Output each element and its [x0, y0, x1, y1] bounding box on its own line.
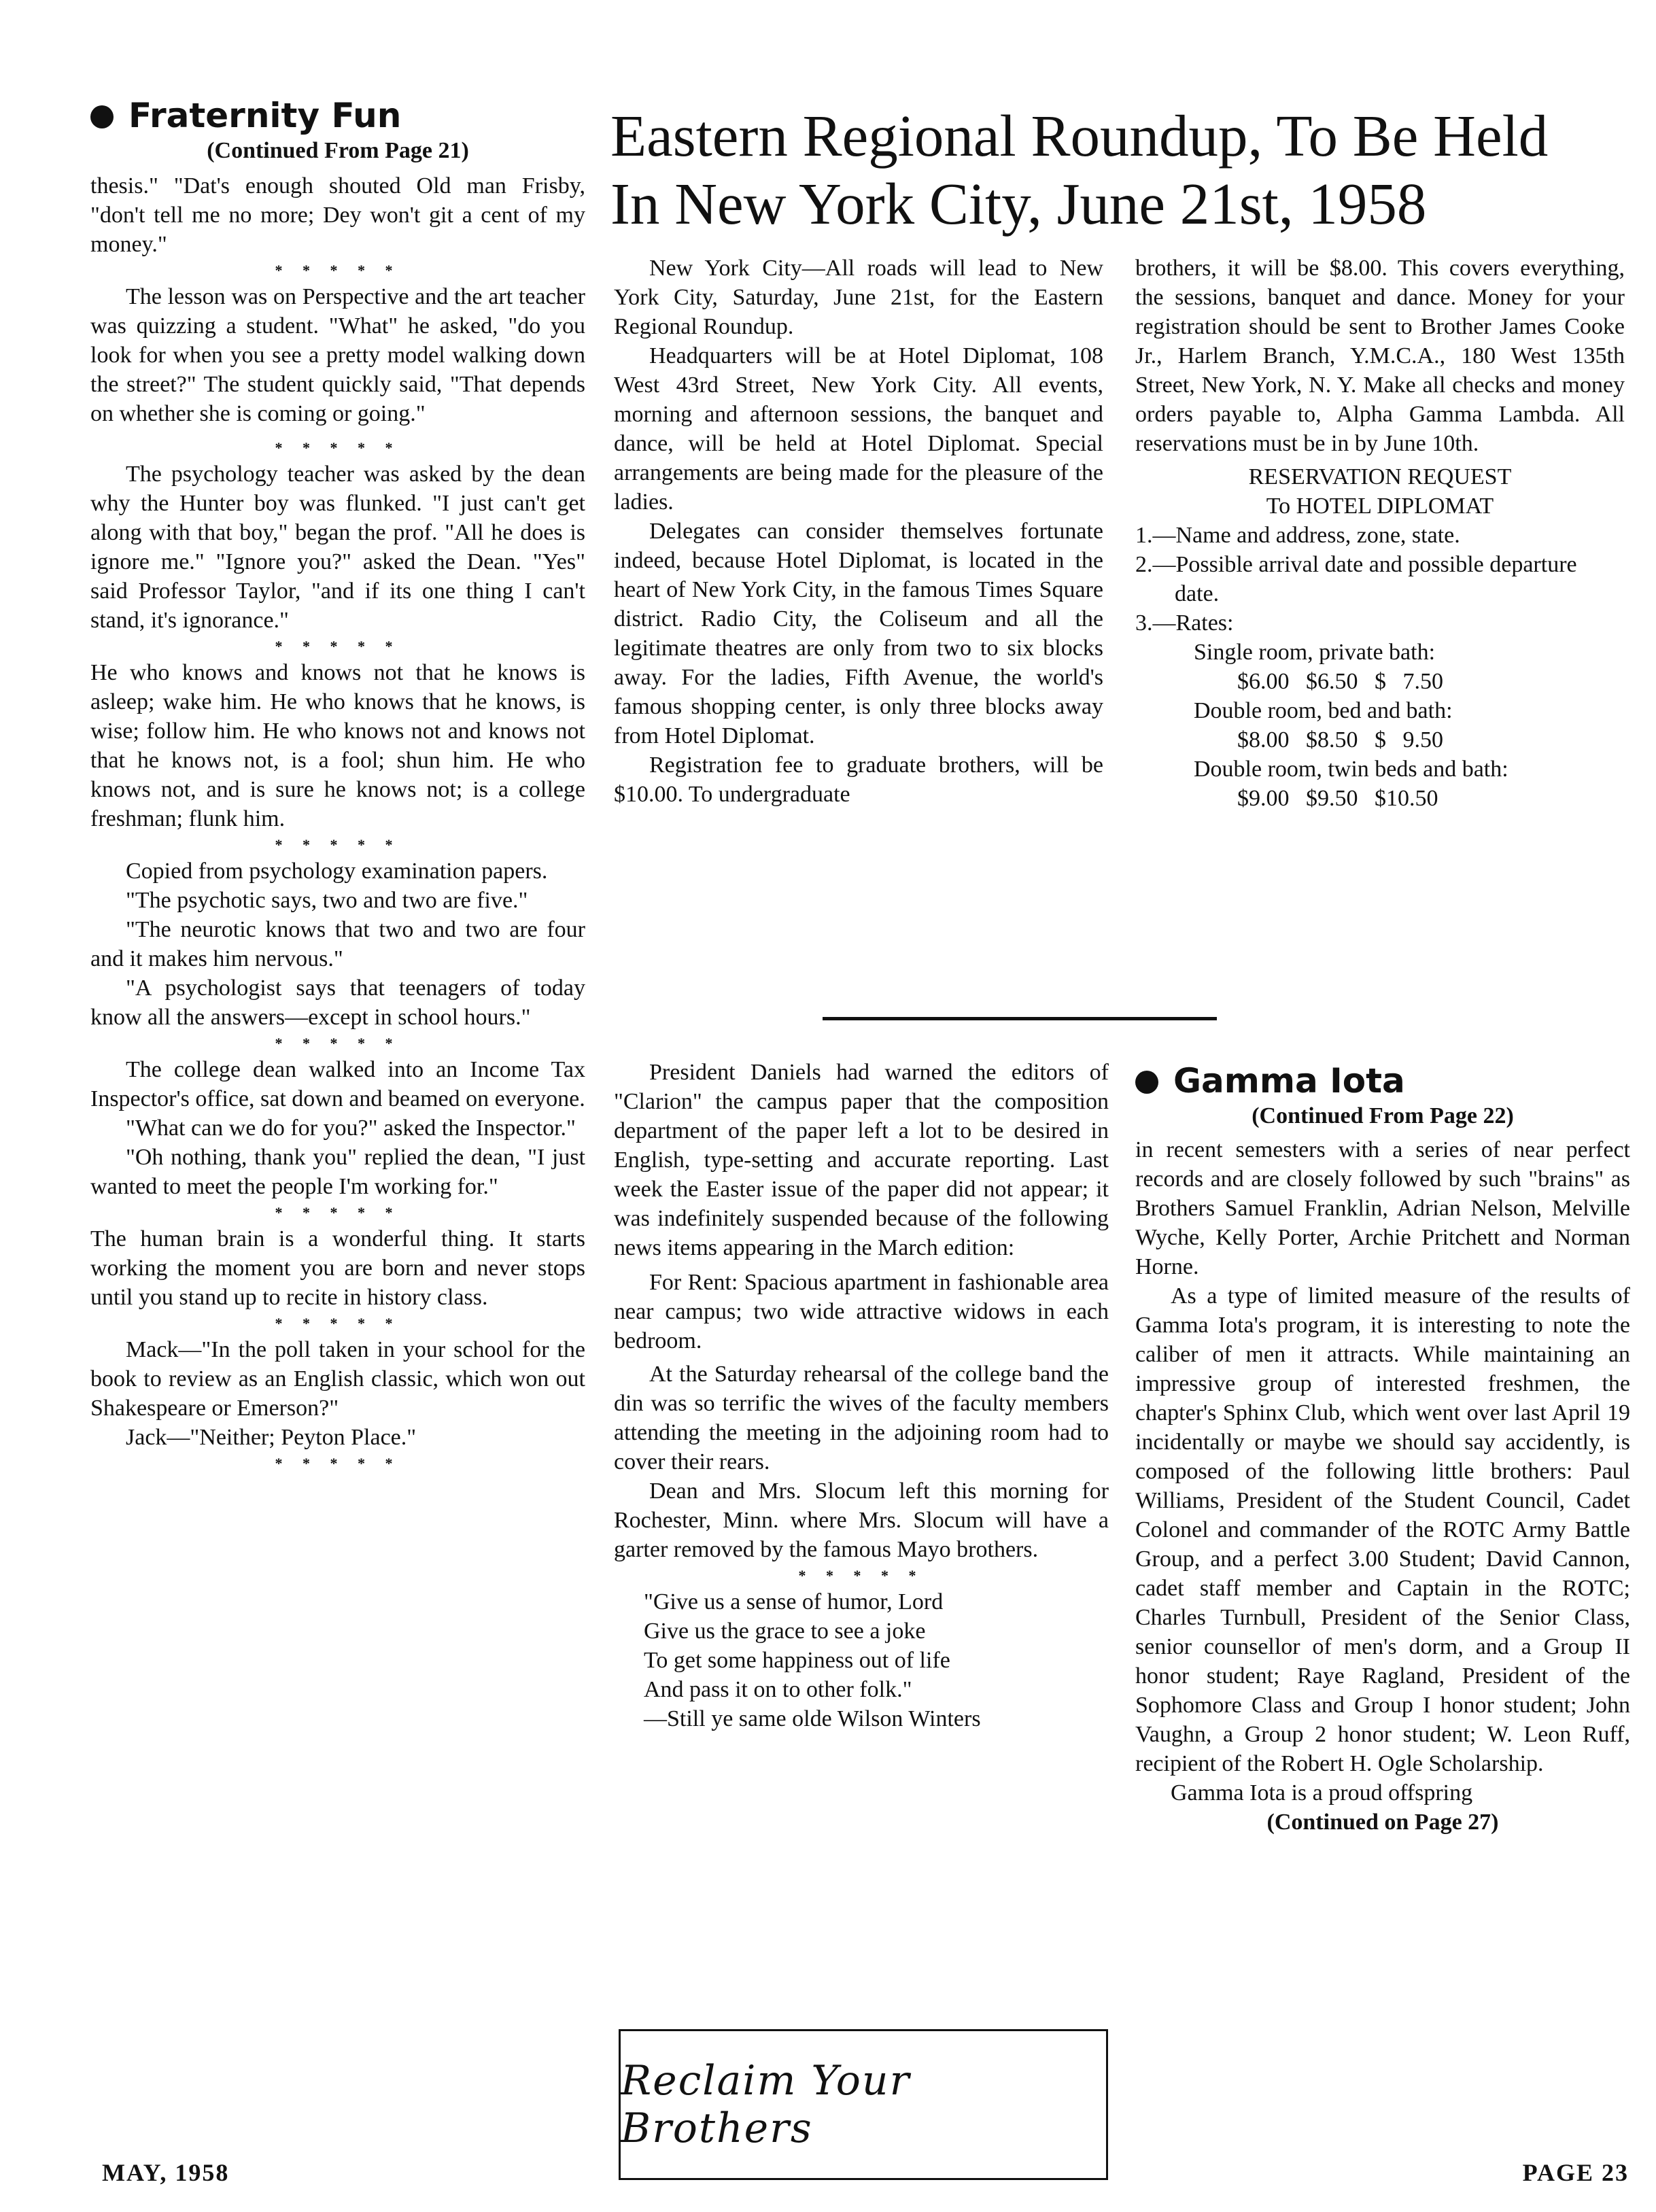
footer-page-number: PAGE 23	[1522, 2159, 1629, 2186]
bullet-icon	[90, 105, 114, 128]
continued-on-label: (Continued on Page 27)	[1266, 1810, 1499, 1835]
paragraph: Registration fee to graduate brothers, will be $10.00. To undergraduate	[614, 753, 1103, 807]
paragraph: "Oh nothing, thank you" replied the dean, "I just wanted to meet the people I'm working for."	[90, 1145, 585, 1199]
continued-from-label: (Continued From Page 21)	[207, 138, 469, 163]
fraternity-fun-heading: Fraternity Fun	[90, 95, 585, 136]
separator: * * * * *	[275, 439, 401, 456]
roundup-column-1	[614, 254, 1103, 809]
paragraph: As a type of limited measure of the results of Gamma Iota's program, it is interesting to note the caliber of men it attracts. While maintaining an impressive group of interested freshmen, the chapter's Sphinx Club, which went over last April 19 incidentally or maybe we should say accidently, is composed of the following little brothers: Paul Williams, President of the Student Council, Cadet Colonel and commander of the ROTC Army Battle Group, and a perfect 3.00 Student; David Cannon, cadet staff member and Captain in the ROTC; Charles Turnbull, President of the Senior Class, senior counsellor of men's dorm, and a Group II honor student; Raye Ragland, President of the Sophomore Class and Group I honor student; John Vaughn, a Group 2 honor student; W. Leon Ruff, recipient of the Robert H. Ogle Scholarship.	[1135, 1283, 1630, 1776]
paragraph: New York City—All roads will lead to New York City, Saturday, June 21st, for the Eastern Regional Roundup.	[614, 256, 1103, 339]
paragraph: Dean and Mrs. Slocum left this morning for Rochester, Minn. where Mrs. Slocum will have a garter removed by the famous Mayo brothers.	[614, 1479, 1109, 1562]
rate-label: Double room, bed and bath:	[1194, 698, 1453, 723]
poem-line: —Still ye same olde Wilson Winters	[644, 1706, 981, 1731]
poem-line: And pass it on to other folk."	[644, 1677, 912, 1702]
separator: * * * * *	[275, 638, 401, 655]
separator: * * * * *	[275, 836, 401, 853]
fraternity-fun-column	[90, 95, 585, 1475]
roundup-headline	[610, 102, 1630, 238]
paragraph: thesis." "Dat's enough shouted Old man Frisby, "don't tell me no more; Dey won't git a cent of my money."	[90, 173, 585, 257]
paragraph: At the Saturday rehearsal of the college band the din was so terrific the wives of the faculty members attending the meeting in the adjoining room had to cover their rears.	[614, 1362, 1109, 1474]
paragraph: brothers, it will be $8.00. This covers everything, the sessions, banquet and dance. Money for your registration should be sent to Brother James Cooke Jr., Harlem Branch, Y.M.C.A., 180 West 135th Street, New York, N. Y. Make all checks and money orders payable to, Alpha Gamma Lambda. All reservations must be in by June 10th.	[1135, 256, 1625, 456]
separator: * * * * *	[275, 1315, 401, 1332]
paragraph: The lesson was on Perspective and the art teacher was quizzing a student. "What" he asked, "do you look for when you see a pretty model walking down the street?" The student quickly said, "That depends on whether she is coming or going."	[90, 284, 585, 426]
paragraph: "The psychotic says, two and two are five."	[126, 888, 528, 913]
footer-date: MAY, 1958	[102, 2159, 230, 2186]
list-item: 3.—Rates:	[1135, 610, 1234, 636]
paragraph: The human brain is a wonderful thing. It starts working the moment you are born and never stops until you stand up to recite in history class.	[90, 1226, 585, 1310]
paragraph: President Daniels had warned the editors of "Clarion" the campus paper that the composition department of the paper left a lot to be desired in English, type-setting and accurate reporting. Last week the Easter issue of the paper did not appear; it was indefinitely suspended because of the following news items appearing in the March edition:	[614, 1060, 1109, 1260]
list-item: 1.—Name and address, zone, state.	[1135, 523, 1460, 548]
gamma-iota-heading: Gamma Iota	[1135, 1060, 1630, 1101]
paragraph: For Rent: Spacious apartment in fashionable area near campus; two wide attractive widows in each bedroom.	[614, 1270, 1109, 1353]
separator: * * * * *	[798, 1567, 925, 1584]
paragraph: He who knows and knows not that he knows is asleep; wake him. He who knows that he knows, is wise; follow him. He who knows not and knows not that he knows not, is a fool; shun him. He who knows not, and is sure he knows not; is a college freshman; flunk him.	[90, 660, 585, 831]
paragraph: Mack—"In the poll taken in your school for the book to review as an English classic, which won out Shakespeare or Emerson?"	[90, 1337, 585, 1421]
paragraph: Delegates can consider themselves fortunate indeed, because Hotel Diplomat, is located in the heart of New York City, in the famous Times Square district. Radio City, the Coliseum and all the legitimate theatres are only from two to six blocks away. For the ladies, Fifth Avenue, the world's famous shopping center, is only three blocks away from Hotel Diplomat.	[614, 519, 1103, 748]
clarion-column	[614, 1058, 1109, 1733]
paragraph: Headquarters will be at Hotel Diplomat, 108 West 43rd Street, New York City. All events, morning and afternoon sessions, the banquet and dance, will be held at Hotel Diplomat. Special arrangements are being made for the pleasure of the ladies.	[614, 343, 1103, 515]
section-divider	[823, 1017, 1217, 1020]
paragraph: "The neurotic knows that two and two are four and it makes him nervous."	[90, 917, 585, 971]
continued-from-label: (Continued From Page 22)	[1252, 1103, 1514, 1128]
separator: * * * * *	[275, 1035, 401, 1052]
gamma-iota-column	[1135, 1060, 1630, 1837]
roundup-column-2	[1135, 254, 1625, 813]
list-item: 2.—Possible arrival date and possible departure date.	[1135, 552, 1577, 606]
rate-label: Single room, private bath:	[1194, 640, 1436, 665]
paragraph: "A psychologist says that teenagers of today know all the answers—except in school hours."	[90, 975, 585, 1030]
rate-values: $9.00 $9.50 $10.50	[1237, 786, 1438, 811]
paragraph: The psychology teacher was asked by the dean why the Hunter boy was flunked. "I just can't get along with that boy," began the prof. "All he does is ignore me." "Ignore you?" asked the Dean. "Yes" said Professor Taylor, "and if its one thing I can't stand, it's ignorance."	[90, 462, 585, 633]
poem-line: To get some happiness out of life	[644, 1648, 950, 1673]
headline-line-2: In New York City, June 21st, 1958	[610, 171, 1427, 237]
rate-values: $8.00 $8.50 $ 9.50	[1237, 727, 1443, 753]
poem-line: Give us the grace to see a joke	[644, 1619, 926, 1644]
paragraph: "What can we do for you?" asked the Inspector."	[126, 1116, 576, 1141]
reclaim-text: Reclaim Your Brothers	[621, 2057, 911, 2152]
rate-values: $6.00 $6.50 $ 7.50	[1237, 669, 1443, 694]
rate-label: Double room, twin beds and bath:	[1194, 757, 1508, 782]
separator: * * * * *	[275, 262, 401, 279]
reservation-title: RESERVATION REQUEST	[1248, 464, 1512, 489]
reservation-subtitle: To HOTEL DIPLOMAT	[1266, 494, 1494, 519]
paragraph: Jack—"Neither; Peyton Place."	[126, 1425, 417, 1450]
poem-line: "Give us a sense of humor, Lord	[644, 1589, 944, 1614]
paragraph: The college dean walked into an Income Tax Inspector's office, sat down and beamed on everyone.	[90, 1057, 585, 1111]
paragraph: Gamma Iota is a proud offspring	[1171, 1780, 1473, 1805]
bullet-icon	[1135, 1071, 1158, 1094]
paragraph: in recent semesters with a series of near perfect records and are closely followed by such "brains" as Brothers Samuel Franklin, Adrian Nelson, Melville Wyche, Kelly Porter, Archie Pritchett and Norman Horne.	[1135, 1137, 1630, 1279]
paragraph: Copied from psychology examination papers.	[126, 859, 548, 884]
separator: * * * * *	[275, 1204, 401, 1221]
headline-line-1: Eastern Regional Roundup, To Be Held	[610, 103, 1549, 169]
separator: * * * * *	[275, 1455, 401, 1472]
reclaim-box	[619, 2029, 1108, 2180]
